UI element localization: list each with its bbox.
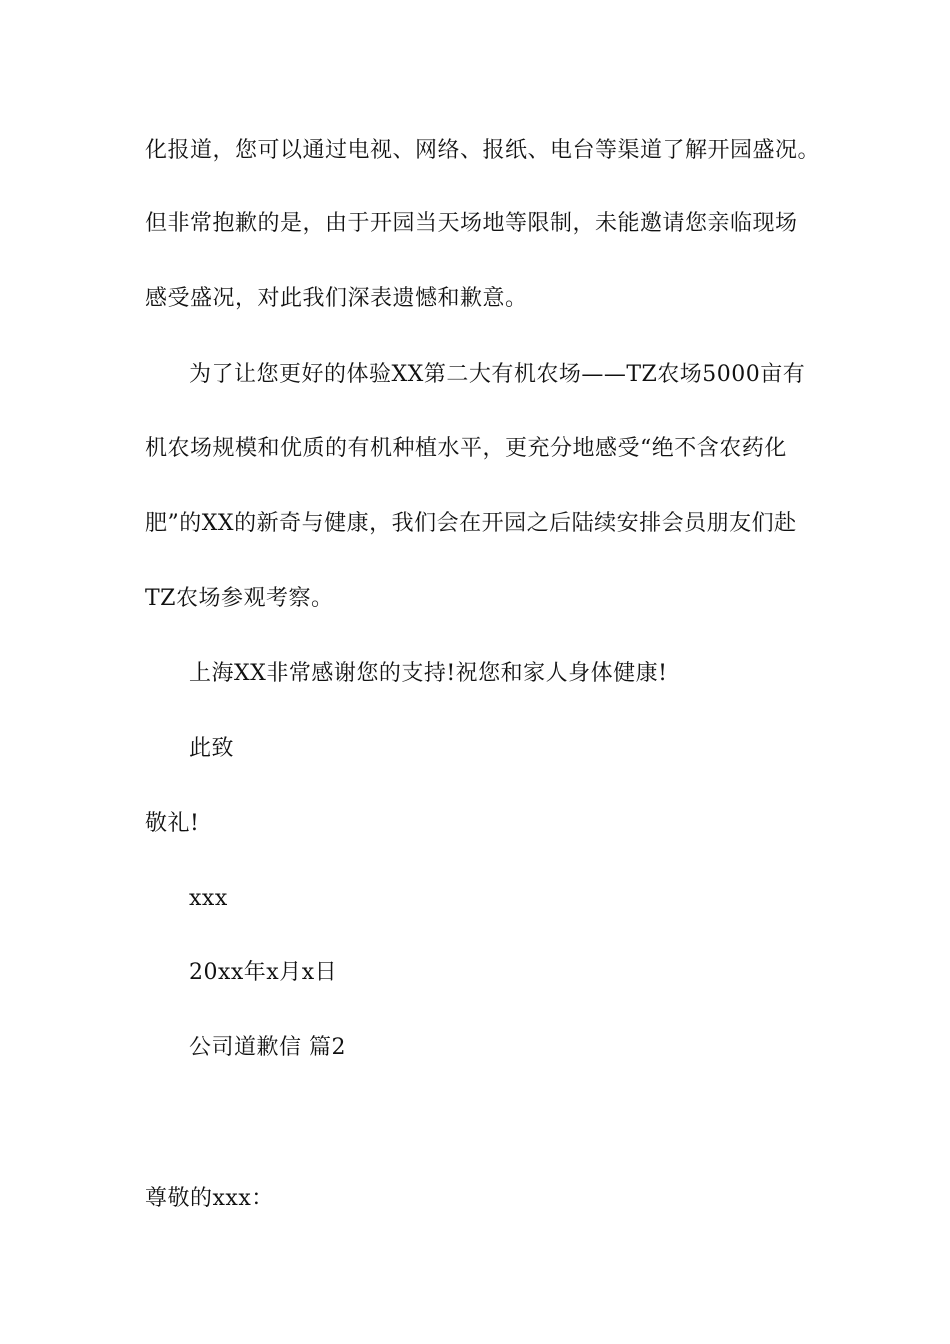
paragraph-line: 但非常抱歉的是，由于开园当天场地等限制，未能邀请您亲临现场 (145, 211, 798, 236)
paragraph-line: 肥”的XX的新奇与健康，我们会在开园之后陆续安排会员朋友们赴 (145, 511, 797, 536)
salutation-closing: 此致 (189, 736, 235, 761)
signature-name: xxx (189, 886, 228, 911)
section-heading: 公司道歉信 篇2 (189, 1035, 346, 1060)
paragraph-line: 为了让您更好的体验XX第二大有机农场——TZ农场5000亩有 (189, 362, 806, 387)
greeting-line: 尊敬的xxx： (145, 1186, 274, 1211)
signature-date: 20xx年x月x日 (189, 960, 338, 985)
paragraph-line: 机农场规模和优质的有机种植水平，更充分地感受“绝不含农药化 (145, 436, 787, 461)
salutation-regards: 敬礼! (145, 811, 200, 836)
paragraph-line: 感受盛况，对此我们深表遗憾和歉意。 (145, 286, 528, 311)
paragraph-line: TZ农场参观考察。 (145, 586, 334, 611)
paragraph-line: 化报道，您可以通过电视、网络、报纸、电台等渠道了解开园盛况。 (145, 138, 821, 163)
closing-wish: 上海XX非常感谢您的支持!祝您和家人身体健康! (189, 661, 668, 686)
